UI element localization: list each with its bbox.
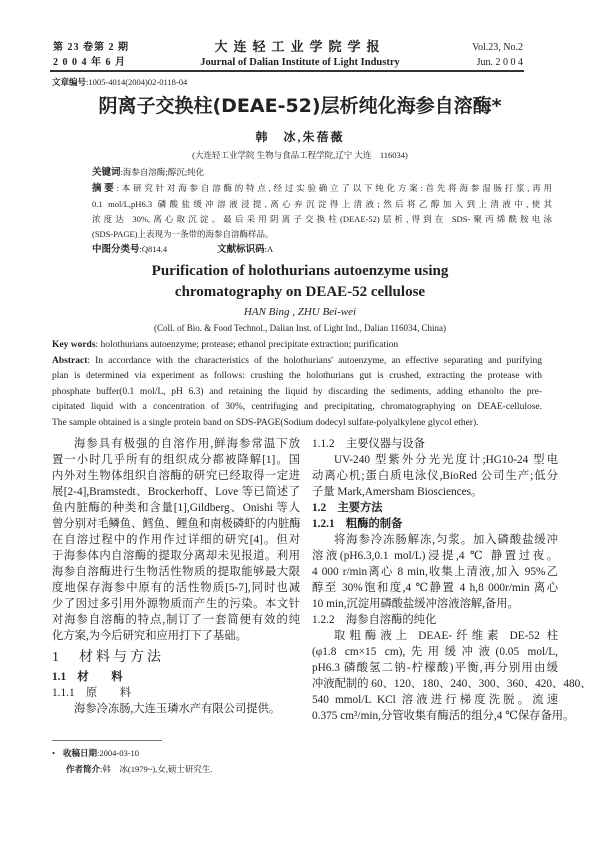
journal-title-en: Journal of Dalian Institute of Light Industry — [200, 57, 400, 68]
received-date — [52, 745, 213, 761]
body-line: 内外对生物体组织自溶酶的研究已经取得一定进 — [52, 470, 300, 482]
date-en: Jun. 2 0 0 4 — [476, 57, 523, 68]
title-en-line: chromatography on DEAE-52 cellulose — [174, 284, 426, 300]
body-line: UV-240 型紫外分光光度计;HG10-24 型电 — [334, 454, 558, 466]
section-heading-1-2: 1.2 主要方法 — [312, 502, 383, 514]
abstract-en-line: cipitated liquid with a concentration of 30%, centrifuging and precipitating, chromatographying on DEAE-cellulose. — [52, 402, 542, 412]
title-en — [0, 261, 600, 303]
doc-code-value: :A — [264, 244, 274, 254]
keywords-en — [52, 338, 542, 354]
keywords-cn-label: 关键词 — [92, 168, 121, 178]
author-bio-label: 作者简介 — [66, 764, 101, 774]
issue-info-cn — [53, 40, 129, 70]
body-line: 展[2-4],Bramstedt、Brockerhoff、Love 等已简述了 — [52, 486, 300, 498]
journal-title — [180, 38, 420, 70]
volume-cn: 第 23 卷第 2 期 — [53, 42, 129, 53]
doc-code-label: 文献标识码 — [217, 245, 265, 255]
classification-value: :Q814.4 — [139, 244, 168, 254]
body-line: (φ1.8 cm×15 cm),先用缓冲液(0.05 mol/L, — [312, 646, 558, 658]
body-line: 醇至 30%饱和度,4 ℃静置 4 h,8 000r/min 离心 — [312, 582, 558, 594]
date-cn: 2 0 0 4 年 6 月 — [53, 57, 126, 68]
abstract-cn-line: 0.1 mol/L,pH6.3 磷酸盐缓冲溶液浸提,离心弃沉淀得上清液;然后将乙醇加入到上清液中,使其 — [92, 199, 552, 209]
abstract-cn-line: (SDS-PAGE)上表现为一条带的海参自溶酶样品。 — [92, 229, 274, 239]
body-line: 置一小时几乎所有的组织成分都被降解[1]。国 — [52, 454, 300, 466]
abstract-en-line: phosphate buffer(0.1 mol/L, pH 6.3) and retaining the liquid by discarding the sediments, adding ethanolto the pre- — [52, 386, 542, 397]
article-number-label: 文章编号 — [52, 77, 87, 87]
body-line: 取粗酶液上 DEAE-纤维素 DE-52 柱 — [334, 630, 558, 642]
body-line: 曾分别对毛鳞鱼、鳕鱼、鲤鱼和南极磷虾的内脏酶 — [52, 518, 301, 530]
body-line: 鱼内脏酶的种类和含量[1],Gildberg、Onishi 等人 — [52, 502, 300, 514]
section-heading-1-2-1: 1.2.1 粗酶的制备 — [312, 518, 403, 530]
body-line: 动离心机;蛋白质电泳仪,BioRed 公司生产;低分 — [312, 470, 558, 482]
left-column — [52, 436, 300, 717]
abstract-en-text: : In accordance with the characteristics of the holothurians' autoenzyme, an effective separating and purifying — [87, 355, 542, 366]
keywords-en-label: Key words — [52, 340, 96, 350]
volume-en: Vol.23, No.2 — [472, 42, 523, 53]
received-value: :2004-03-10 — [97, 748, 140, 758]
body-line: 海参具有极强的自溶作用,鲜海参常温下放 — [74, 438, 300, 450]
body-line: 海参冷冻肠,大连玉璘水产有限公司提供。 — [74, 703, 281, 715]
body-line: 将海参冷冻肠解冻,匀浆。加入磷酸盐缓冲 — [334, 534, 558, 546]
footnote-rule — [52, 740, 162, 741]
body-line: 海参自溶酶进行生物活性物质的提取能够最大限 — [52, 566, 300, 578]
body-line: 540 mmol/L KCl 溶液进行梯度洗脱。流速 — [312, 694, 558, 706]
classification — [92, 242, 552, 258]
authors-cn: 韩 冰,朱蓓薇 — [255, 130, 345, 144]
article-number-value: :1005-4014(2004)02-0118-04 — [86, 77, 188, 87]
section-heading-1-1: 1.1 材 料 — [52, 671, 123, 683]
body-line: 在自溶过程中的作用作过详细的研究[4]。但对 — [52, 534, 300, 546]
body-line: 0.375 cm³/min,分管收集有酶活的组分,4 ℃保存备用。 — [312, 710, 575, 722]
right-column — [312, 436, 592, 724]
author-bio — [66, 761, 213, 777]
author-bio-value: :韩 冰(1979~),女,硕士研究生. — [100, 764, 213, 774]
abstract-cn-line: 浓度达 30%,离心取沉淀。最后采用阴离子交换柱(DEAE-52)层析,得到在 SDS-聚丙烯酰胺电泳 — [92, 214, 552, 224]
body-line: 于海参体内自溶酶的提取分离却未见报道。利用 — [52, 550, 300, 562]
header-rule — [50, 70, 524, 72]
section-heading-1-1-2: 1.1.2 主要仪器与设备 — [312, 438, 425, 450]
abstract-en-line — [52, 354, 542, 370]
abstract-cn-text: :本研究针对海参自溶酶的特点,经过实验确立了以下纯化方案:首先将海参湿肠打浆,再用 — [116, 183, 552, 193]
keywords-cn — [92, 165, 552, 181]
body-line: 溶液(pH6.3,0.1 mol/L)浸提,4 ℃ 静置过夜。 — [312, 550, 558, 562]
body-line: 10 min,沉淀用磷酸盐缓冲溶液溶解,备用。 — [312, 598, 519, 610]
abstract-block-en — [52, 338, 542, 431]
body-line: 化方案,为今后研究和应用打下了基础。 — [52, 630, 247, 642]
body-line: 冲液配制的 60、120、180、240、300、360、420、480、 — [312, 678, 592, 690]
abstract-block-cn — [92, 165, 552, 258]
section-heading-1-2-2: 1.2.2 海参自溶酶的纯化 — [312, 614, 437, 626]
body-line: 对海参自溶酶的特点,制订了一套简便有效的纯 — [52, 614, 300, 626]
footnote — [52, 745, 213, 777]
journal-title-cn: 大连轻工业学院学报 — [214, 39, 386, 54]
body-line: 4 000 r/min离心 8 min,收集上清液,加入 95%乙 — [312, 566, 558, 578]
abstract-en-label: Abstract — [52, 355, 88, 366]
abstract-en-line: The sample obtained is a single protein band on SDS-PAGE(Sodium dodecyl sulfate-polyalkylene glycol ether). — [52, 417, 479, 428]
affiliation-cn: (大连轻工业学院 生物与食品工程学院,辽宁 大连 116034) — [192, 150, 408, 160]
abstract-cn-line — [92, 181, 552, 197]
keywords-en-value: : holothurians autoenzyme; protease; ethanol precipitate extraction; purification — [95, 340, 399, 350]
section-heading-1-1-1: 1.1.1 原 料 — [52, 687, 132, 699]
section-heading-1: 1 材料与方法 — [52, 650, 164, 665]
issue-info-en — [472, 40, 523, 70]
article-number — [52, 77, 187, 88]
authors-en: HAN Bing , ZHU Bei-wei — [243, 306, 357, 318]
body-line: 子量 Mark,Amersham Biosciences。 — [312, 486, 483, 498]
body-line: 少了因过多引用外源物质而产生的污染。本文针 — [52, 598, 300, 610]
title-en-line: Purification of holothurians autoenzyme using — [151, 263, 449, 279]
abstract-cn-label: 摘要 — [92, 184, 117, 194]
keywords-cn-value: :海参自溶酶;醇沉;纯化 — [120, 167, 205, 177]
body-line: pH6.3 磷酸氢二钠-柠檬酸)平衡,再分别用由缓 — [312, 662, 558, 674]
title-cn: 阴离子交换柱(DEAE-52)层析纯化海参自溶酶* — [98, 95, 502, 117]
body-line: 度地保存海参中原有的活性物质[5-7],同时也减 — [52, 582, 300, 594]
classification-label: 中图分类号 — [92, 245, 140, 255]
abstract-en-line: plan is determined via experiment as follows: crushing the holothurians gut is crushed, extracting the protease with — [52, 371, 542, 381]
bullet-icon: • — [52, 748, 55, 758]
received-label: 收稿日期 — [62, 748, 97, 758]
affiliation-en: (Coll. of Bio. & Food Technol., Dalian Inst. of Light Ind., Dalian 116034, China) — [153, 323, 447, 333]
